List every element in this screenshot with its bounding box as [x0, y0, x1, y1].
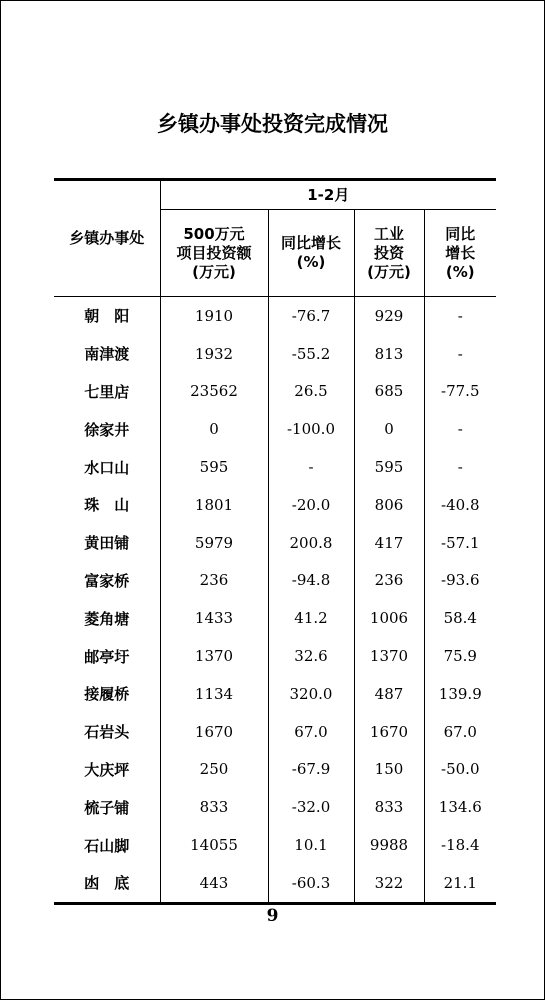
table-row	[54, 410, 496, 448]
industrial-investment-cell: 833	[354, 788, 424, 826]
township-name: 梳子铺	[84, 798, 130, 817]
industrial-yoy-cell: 58.4	[424, 599, 496, 637]
table-row	[54, 373, 496, 411]
industrial-yoy-cell: -	[424, 297, 496, 335]
yoy-growth-cell: 32.6	[268, 637, 354, 675]
industrial-yoy-cell: -57.1	[424, 524, 496, 562]
industrial-yoy-cell: -18.4	[424, 826, 496, 864]
project-investment-cell: 443	[160, 864, 268, 903]
industrial-yoy-cell: 134.6	[424, 788, 496, 826]
page-title: 乡镇办事处投资完成情况	[157, 112, 388, 136]
industrial-yoy-cell: -	[424, 335, 496, 373]
industrial-investment-cell: 150	[354, 751, 424, 789]
yoy-growth-cell: 41.2	[268, 599, 354, 637]
township-name: 珠 山	[84, 496, 130, 515]
stub-header: 乡镇办事处	[54, 180, 160, 297]
table-row	[54, 788, 496, 826]
industrial-yoy-cell: -50.0	[424, 751, 496, 789]
yoy-growth-cell: -55.2	[268, 335, 354, 373]
township-name: 石山脚	[84, 836, 130, 855]
yoy-growth-cell: 67.0	[268, 713, 354, 751]
table-row	[54, 486, 496, 524]
industrial-investment-cell: 595	[354, 448, 424, 486]
yoy-growth-cell: -76.7	[268, 297, 354, 335]
township-name: 徐家井	[84, 420, 130, 439]
industrial-investment-cell: 929	[354, 297, 424, 335]
industrial-investment-cell: 685	[354, 373, 424, 411]
industrial-investment-cell: 1006	[354, 599, 424, 637]
township-name: 水口山	[84, 458, 130, 477]
township-name: 菱角塘	[84, 609, 130, 628]
industrial-yoy-cell: -	[424, 448, 496, 486]
yoy-growth-cell: -94.8	[268, 562, 354, 600]
yoy-growth-cell: 200.8	[268, 524, 354, 562]
project-investment-cell: 5979	[160, 524, 268, 562]
table-row	[54, 297, 496, 335]
township-name: 七里店	[84, 382, 130, 401]
industrial-investment-cell: 487	[354, 675, 424, 713]
industrial-yoy-cell: -40.8	[424, 486, 496, 524]
table-row	[54, 864, 496, 903]
industrial-yoy-cell: 67.0	[424, 713, 496, 751]
industrial-investment-cell: 417	[354, 524, 424, 562]
table-row	[54, 448, 496, 486]
township-name: 石岩头	[84, 723, 130, 742]
industrial-investment-cell: 322	[354, 864, 424, 903]
table-row	[54, 562, 496, 600]
project-investment-cell: 1910	[160, 297, 268, 335]
industrial-investment-cell: 1670	[354, 713, 424, 751]
investment-table	[54, 178, 496, 905]
col-header-yoy-growth: 同比增长 (%)	[268, 210, 354, 297]
table-row	[54, 637, 496, 675]
project-investment-cell: 1134	[160, 675, 268, 713]
col-header-project-investment: 500万元 项目投资额 (万元)	[160, 210, 268, 297]
project-investment-cell: 1433	[160, 599, 268, 637]
township-name: 朝 阳	[84, 307, 130, 326]
township-name: 邮亭圩	[84, 647, 130, 666]
industrial-investment-cell: 0	[354, 410, 424, 448]
industrial-investment-cell: 236	[354, 562, 424, 600]
table-row	[54, 751, 496, 789]
table-row	[54, 335, 496, 373]
yoy-growth-cell: -100.0	[268, 410, 354, 448]
industrial-yoy-cell: -	[424, 410, 496, 448]
project-investment-cell: 833	[160, 788, 268, 826]
industrial-yoy-cell: -77.5	[424, 373, 496, 411]
col-header-industrial-yoy: 同比 增长 (%)	[424, 210, 496, 297]
industrial-investment-cell: 806	[354, 486, 424, 524]
township-name: 富家桥	[84, 571, 130, 590]
township-name: 黄田铺	[84, 534, 130, 553]
yoy-growth-cell: -67.9	[268, 751, 354, 789]
yoy-growth-cell: 320.0	[268, 675, 354, 713]
page-number: 9	[266, 906, 279, 926]
industrial-yoy-cell: 21.1	[424, 864, 496, 903]
township-name: 凼 底	[84, 874, 130, 893]
project-investment-cell: 250	[160, 751, 268, 789]
table-row	[54, 713, 496, 751]
yoy-growth-cell: 10.1	[268, 826, 354, 864]
industrial-yoy-cell: 139.9	[424, 675, 496, 713]
col-header-industrial-investment: 工业 投资 (万元)	[354, 210, 424, 297]
township-name: 南津渡	[84, 345, 130, 364]
table-row	[54, 826, 496, 864]
township-name: 大庆坪	[84, 760, 130, 779]
industrial-yoy-cell: -93.6	[424, 562, 496, 600]
industrial-investment-cell: 1370	[354, 637, 424, 675]
project-investment-cell: 0	[160, 410, 268, 448]
industrial-investment-cell: 813	[354, 335, 424, 373]
yoy-growth-cell: -60.3	[268, 864, 354, 903]
industrial-yoy-cell: 75.9	[424, 637, 496, 675]
table-row	[54, 675, 496, 713]
project-investment-cell: 236	[160, 562, 268, 600]
project-investment-cell: 23562	[160, 373, 268, 411]
table-row	[54, 524, 496, 562]
period-header: 1-2月	[160, 180, 496, 210]
project-investment-cell: 1370	[160, 637, 268, 675]
yoy-growth-cell: -32.0	[268, 788, 354, 826]
project-investment-cell: 1932	[160, 335, 268, 373]
township-name: 接履桥	[84, 685, 130, 704]
project-investment-cell: 595	[160, 448, 268, 486]
project-investment-cell: 1670	[160, 713, 268, 751]
project-investment-cell: 1801	[160, 486, 268, 524]
yoy-growth-cell: -20.0	[268, 486, 354, 524]
yoy-growth-cell: 26.5	[268, 373, 354, 411]
yoy-growth-cell: -	[268, 448, 354, 486]
table-row	[54, 599, 496, 637]
project-investment-cell: 14055	[160, 826, 268, 864]
industrial-investment-cell: 9988	[354, 826, 424, 864]
